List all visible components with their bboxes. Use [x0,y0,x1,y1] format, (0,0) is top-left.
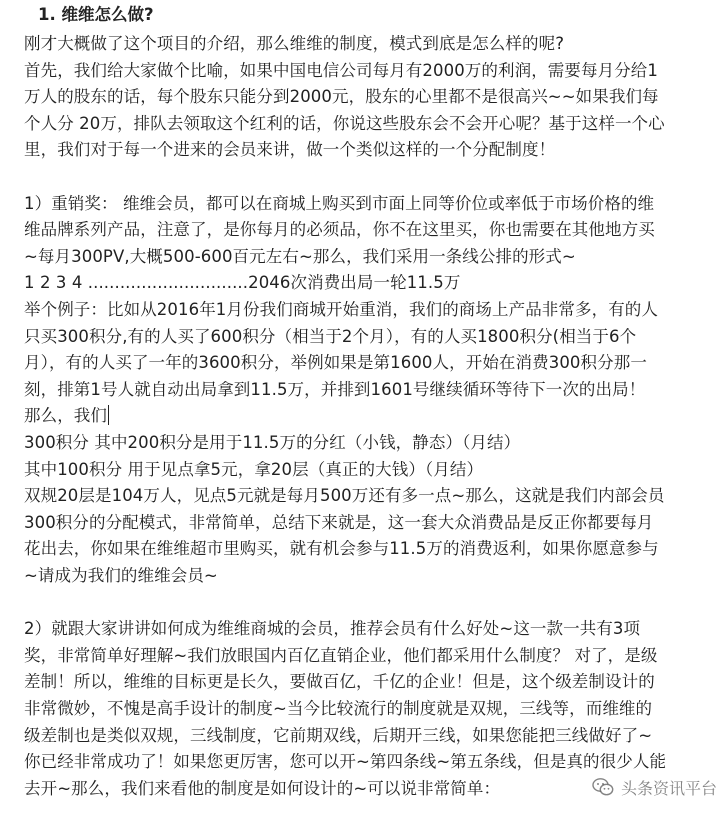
text-line: 300积分 其中200积分是用于11.5万的分红（小钱，静态）（月结） [24,433,521,452]
text-line: 个人分 20万，排队去领取这个红利的话，你说这些股东会不会开心呢？基于这样一个心 [24,113,665,133]
text-line: 双规20层是104万人，见点5元就是每月500万还有多一点~那么，这就是我们内部会员 [24,486,665,506]
section-heading: 1. 维维怎么做? [38,5,154,24]
wechat-logo-icon [591,775,615,799]
text-line: 首先，我们给大家做个比喻，如果中国电信公司每月有2000万的利润，需要每月分给1 [24,60,658,80]
text-line: 去开~那么，我们来看他的制度是如何设计的~可以说非常简单： [24,778,501,798]
text-line: 花出去，你如果在维维超市里购买，就有机会参与11.5万的消费返利，如果你愿意参与 [24,539,659,559]
text-line: 只买300积分,有的人买了600积分（相当于2个月），有的人买1800积分(相当于6个 [24,326,637,346]
text-line: 维品牌系列产品，注意了，是你每月的必须品，你不在这里买，你也需要在其他地方买 [24,220,655,240]
text-line: 举个例子：比如从2016年1月份我们商城开始重消，我们的商场上产品非常多，有的人 [24,300,658,319]
watermark-text: 头条资讯平台 [620,778,717,798]
text-line: 那么，我们 [24,406,107,426]
text-line: 级差制也是类似双规，三线制度，它前期双线，后期开三线，如果您能把三线做好了~ [24,725,653,745]
text-line: 差制！所以，维维的目标更是长久，要做百亿，千亿的企业！但是，这个级差制设计的 [24,672,655,692]
text-line: 万人的股东的话，每个股东只能分到2000元，股东的心里都不是很高兴~~如果我们每 [24,87,659,107]
text-line: 300积分的分配模式，非常简单，总结下来就是，这一套大众消费品是反正你都要每月 [24,512,654,532]
text-line: 刻，排第1号人就自动出局拿到11.5万，并排到1601号继续循环等待下一次的出局！ [24,379,646,399]
text-line: 1 2 3 4 ..............................2046次消费出局一轮11.5万 [24,273,461,293]
text-line: 刚才大概做了这个项目的介绍，那么维维的制度，模式到底是怎么样的呢? [24,34,565,53]
text-line: ~请成为我们的维维会员~ [24,566,218,585]
text-line: 其中100积分 用于见点拿5元，拿20层（真正的大钱）（月结） [24,459,484,479]
text-line: 2）就跟大家讲讲如何成为维维商城的会员，推荐会员有什么好处~这一款一共有3项 [24,619,641,639]
text-line: 1）重销奖： 维维会员，都可以在商城上购买到市面上同等价位或率低于市场价格的维 [24,193,655,213]
text-line: 奖，非常简单好理解~我们放眼国内百亿直销企业，他们都采用什么制度？ 对了，是级 [24,645,658,665]
text-line: 里，我们对于每一个进来的会员来讲，做一个类似这样的一个分配制度！ [24,140,556,160]
text-line: 你已经非常成功了！如果您更厉害，您可以开~第四条线~第五条线，但是真的很少人能 [24,752,667,772]
text-line: 非常微妙，不愧是高手设计的制度~当今比较流行的制度就是双规，三线等，而维维的 [24,699,653,718]
text-line: 月），有的人买了一年的3600积分，举例如果是第1600人，开始在消费300积分那一 [24,353,647,373]
text-line: ~每月300PV,大概500-600百元左右~那么，我们采用一条线公排的形式~ [24,246,576,266]
watermark [591,775,717,799]
text-cursor [108,405,109,425]
